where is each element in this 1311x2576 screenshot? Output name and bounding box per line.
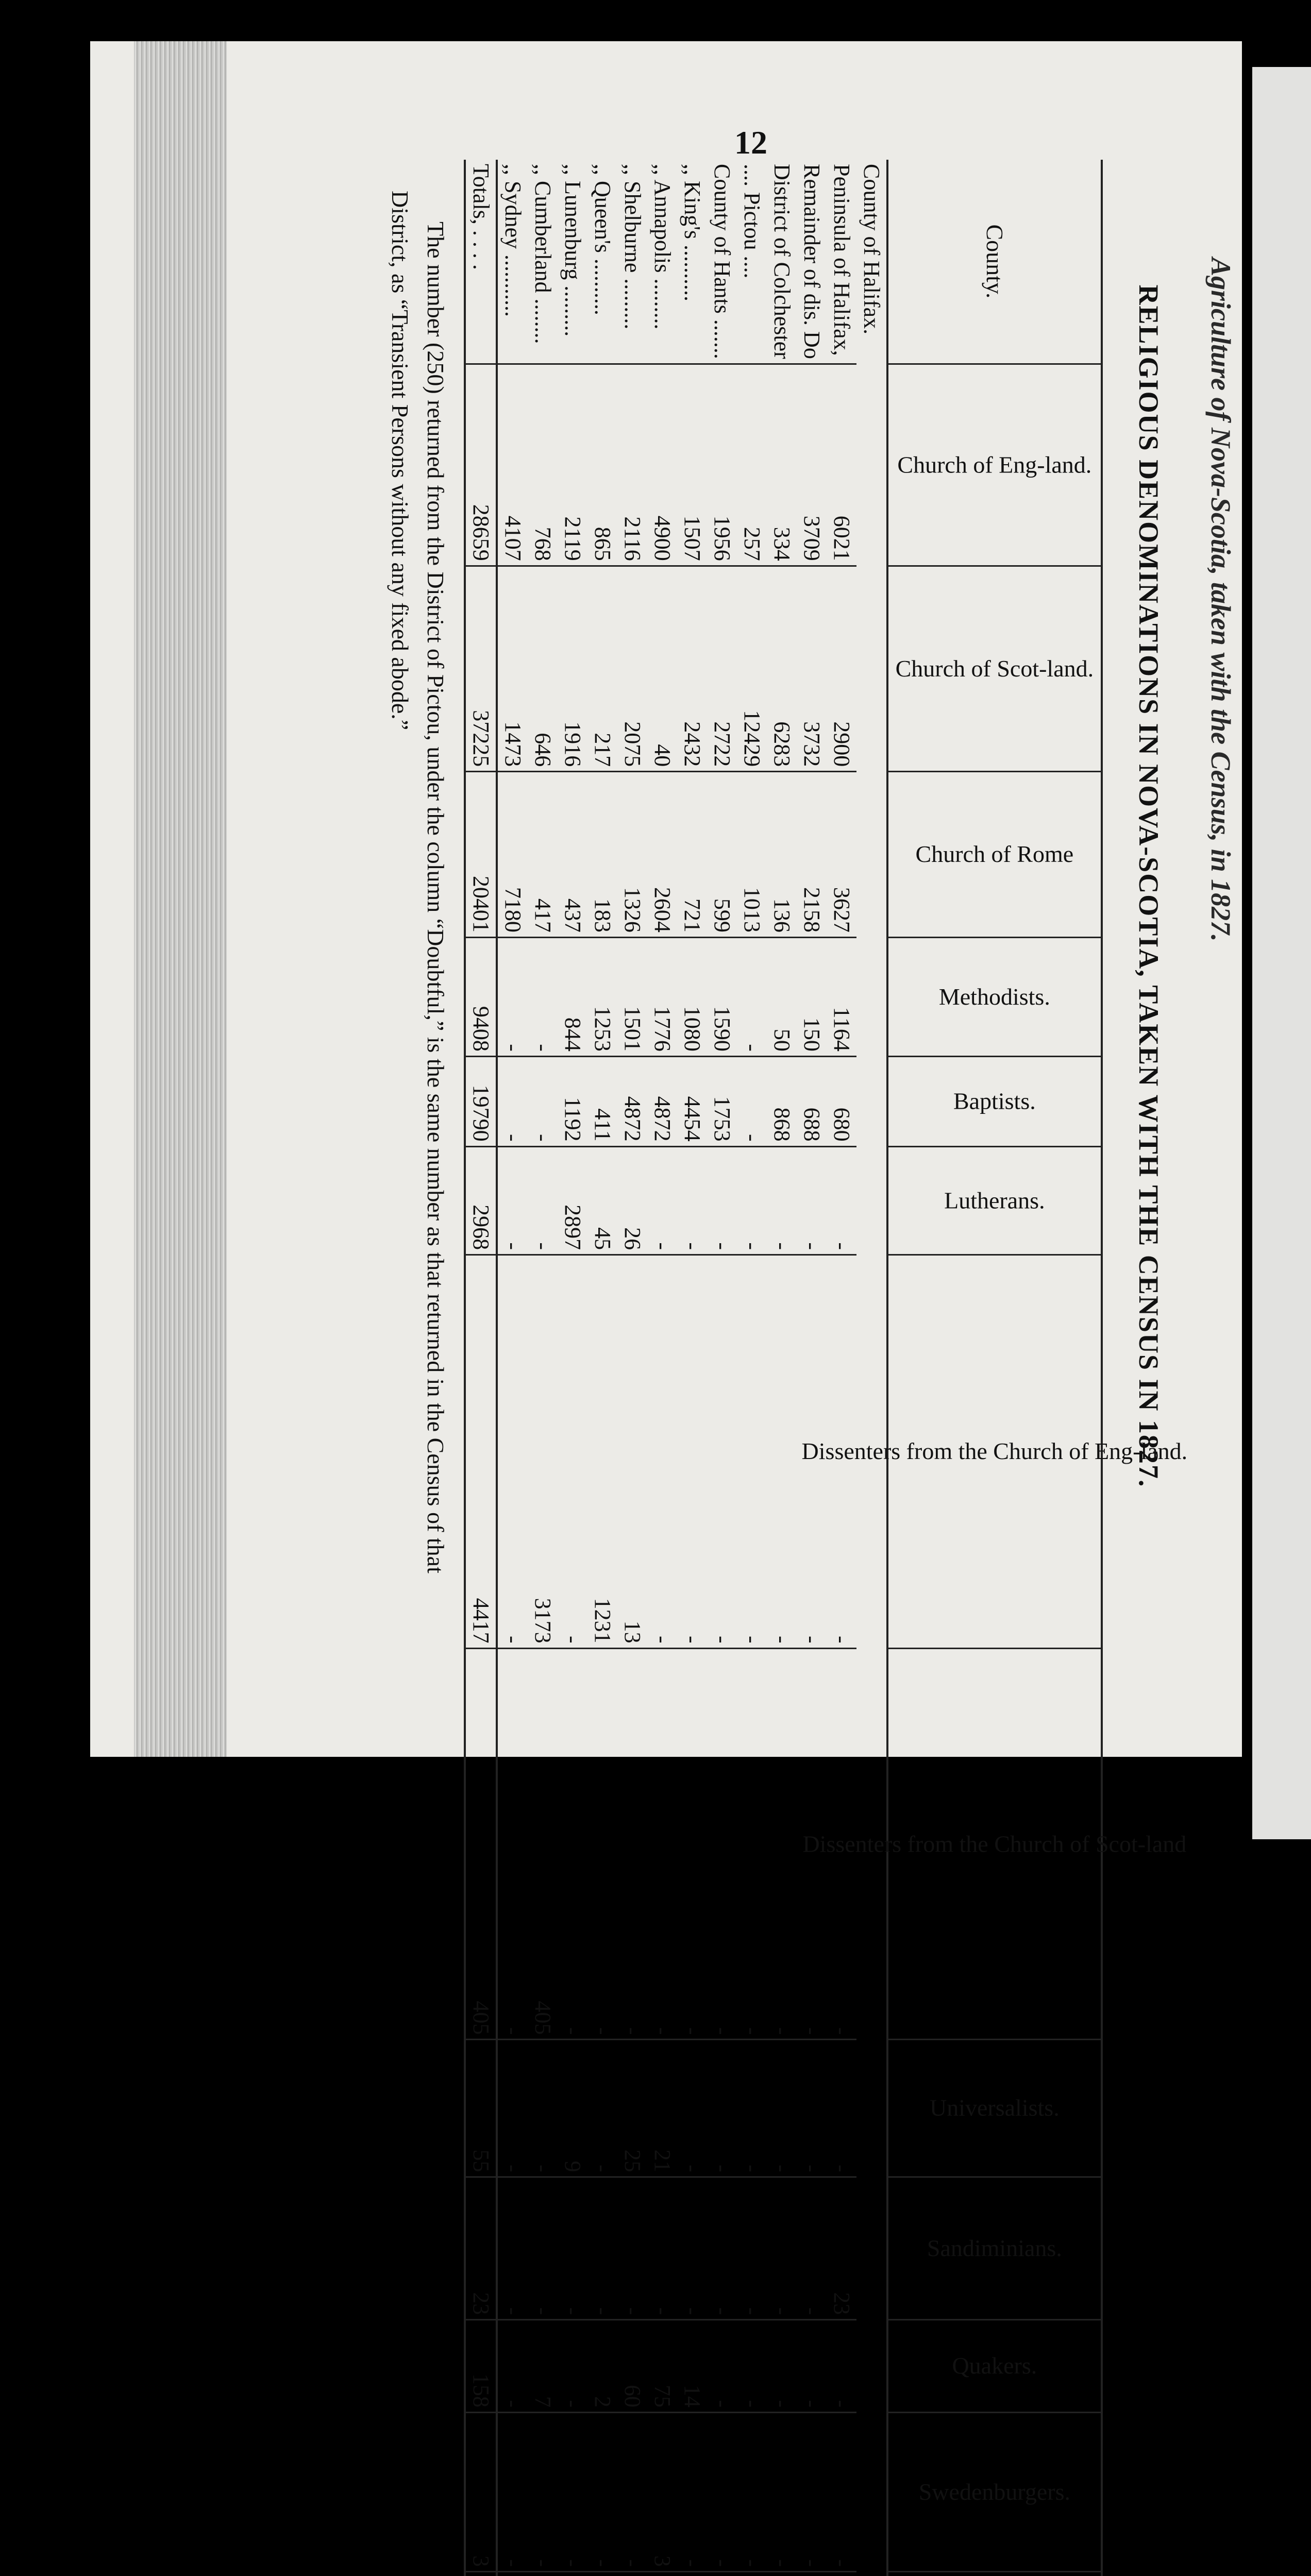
count-cell: 405 xyxy=(528,1648,558,2040)
column-header xyxy=(887,772,1102,938)
group-label: County of Halifax. xyxy=(859,164,885,335)
count-cell: 21 xyxy=(647,2040,677,2177)
count-cell: 1326 xyxy=(617,772,647,938)
column-header xyxy=(887,2177,1102,2320)
total-cell: 2968 xyxy=(465,1146,497,1255)
rotated-table-region xyxy=(330,160,1188,2567)
total-cell: 158 xyxy=(465,2320,497,2413)
count-cell xyxy=(617,2572,647,2576)
footnote-text: The number (250) returned from the District of Pictou, under the column “Doubtful,” is the same number as that returned in the Census of that District, as “Transient Persons without any fixed abode.” xyxy=(387,191,449,1573)
count-cell: 2075 xyxy=(617,566,647,772)
count-cell: 6283 xyxy=(767,566,797,772)
count-cell: 1473 xyxy=(497,566,528,772)
count-cell: - xyxy=(737,2320,767,2413)
count-cell: - xyxy=(797,1255,827,1649)
count-cell: - xyxy=(558,2320,587,2413)
column-header-label: Dissenters from the Church of Scot-land xyxy=(802,1830,1187,1857)
count-cell: - xyxy=(827,2320,856,2413)
count-cell: - xyxy=(767,1146,797,1255)
count-cell: 150 xyxy=(797,937,827,1056)
count-cell: - xyxy=(797,2177,827,2320)
count-cell: - xyxy=(767,2412,797,2571)
count-cell: - xyxy=(797,1648,827,2040)
count-cell: - xyxy=(707,1146,737,1255)
count-cell: 437 xyxy=(558,772,587,938)
facing-page-edge xyxy=(1252,67,1311,1839)
count-cell: - xyxy=(707,2320,737,2413)
county-name-cell: County of Hants ....... xyxy=(710,164,735,359)
count-cell xyxy=(528,2572,558,2576)
county-name-cell: ,, Shelburne ......... xyxy=(620,164,646,330)
count-cell: - xyxy=(797,1146,827,1255)
table-row xyxy=(737,160,767,2576)
count-cell: - xyxy=(587,2040,617,2177)
count-cell xyxy=(587,2572,617,2576)
column-header-label: Church of Eng-land. xyxy=(897,451,1092,478)
count-cell: - xyxy=(737,1648,767,2040)
count-cell: 75 xyxy=(647,2320,677,2413)
count-cell: 40 xyxy=(647,566,677,772)
count-cell: 3173 xyxy=(528,1255,558,1649)
count-cell: 1956 xyxy=(707,364,737,566)
column-header-label: Universalists. xyxy=(930,2095,1060,2122)
count-cell: - xyxy=(797,2412,827,2571)
count-cell: 2900 xyxy=(827,566,856,772)
count-cell: - xyxy=(827,1648,856,2040)
column-header-label: Sandiminians. xyxy=(927,2235,1062,2261)
count-cell: - xyxy=(737,1146,767,1255)
count-cell: 45 xyxy=(587,1146,617,1255)
county-name-cell: Remainder of dis. Do xyxy=(799,164,825,359)
column-header-label: Church of Rome xyxy=(915,841,1074,868)
count-cell: 2 xyxy=(587,2320,617,2413)
page-number: 12 xyxy=(734,124,767,161)
count-cell: - xyxy=(707,2040,737,2177)
count-cell: 50 xyxy=(767,937,797,1056)
count-cell: - xyxy=(497,2177,528,2320)
count-cell: - xyxy=(528,2412,558,2571)
group-row xyxy=(856,160,887,2576)
count-cell: 3 xyxy=(647,2412,677,2571)
count-cell: - xyxy=(497,2040,528,2177)
totals-label: Totals, . . . . xyxy=(468,164,494,270)
count-cell: 1164 xyxy=(827,937,856,1056)
column-header xyxy=(887,2320,1102,2413)
count-cell: - xyxy=(587,2412,617,2571)
count-cell: 1253 xyxy=(587,937,617,1056)
table-row xyxy=(497,160,528,2576)
count-cell: - xyxy=(617,1648,647,2040)
column-header xyxy=(887,2572,1102,2576)
count-cell: - xyxy=(528,1146,558,1255)
count-cell: 217 xyxy=(587,566,617,772)
count-cell xyxy=(797,2572,827,2576)
count-cell: 865 xyxy=(587,364,617,566)
count-cell: - xyxy=(528,2040,558,2177)
count-cell: - xyxy=(677,1255,707,1649)
page-edges xyxy=(134,41,227,1757)
column-header-label: Church of Scot-land. xyxy=(895,655,1094,682)
count-cell: 7 xyxy=(528,2320,558,2413)
count-cell: - xyxy=(827,2040,856,2177)
total-cell: 405 xyxy=(465,1648,497,2040)
column-header-label: Methodists. xyxy=(939,983,1050,1010)
count-cell: 768 xyxy=(528,364,558,566)
count-cell: 12429 xyxy=(737,566,767,772)
total-cell: 20401 xyxy=(465,772,497,938)
count-cell: - xyxy=(707,2412,737,2571)
count-cell: 599 xyxy=(707,772,737,938)
count-cell: 60 xyxy=(617,2320,647,2413)
count-cell: 1507 xyxy=(677,364,707,566)
count-cell: 411 xyxy=(587,1056,617,1146)
county-name-cell: ,, Sydney ........... xyxy=(500,164,526,317)
column-header-label: Baptists. xyxy=(953,1088,1036,1114)
count-cell: 417 xyxy=(528,772,558,938)
count-cell: 136 xyxy=(767,772,797,938)
count-cell: 14 xyxy=(677,2320,707,2413)
count-cell: 23 xyxy=(827,2177,856,2320)
count-cell: - xyxy=(677,2040,707,2177)
count-cell: - xyxy=(497,2320,528,2413)
count-cell: - xyxy=(497,1146,528,1255)
column-header-label: County. xyxy=(982,224,1009,299)
table-row xyxy=(797,160,827,2576)
count-cell: - xyxy=(767,2320,797,2413)
count-cell: 2897 xyxy=(558,1146,587,1255)
count-cell: 9 xyxy=(558,2040,587,2177)
table-footnote xyxy=(382,191,453,1582)
total-cell: 37225 xyxy=(465,566,497,772)
count-cell: - xyxy=(587,2177,617,2320)
count-cell: 3627 xyxy=(827,772,856,938)
count-cell: - xyxy=(497,1056,528,1146)
count-cell: - xyxy=(737,2412,767,2571)
count-cell: 4454 xyxy=(677,1056,707,1146)
count-cell: - xyxy=(677,2412,707,2571)
column-header xyxy=(887,566,1102,772)
count-cell: 1916 xyxy=(558,566,587,772)
county-name-cell: ,, King's .......... xyxy=(680,164,705,302)
count-cell: - xyxy=(797,2040,827,2177)
count-cell: 1753 xyxy=(707,1056,737,1146)
count-cell: - xyxy=(767,2177,797,2320)
count-cell: - xyxy=(647,2177,677,2320)
column-header xyxy=(802,1648,1187,2040)
count-cell xyxy=(767,2572,797,2576)
count-cell: 844 xyxy=(558,937,587,1056)
count-cell: 257 xyxy=(737,364,767,566)
count-cell: 3732 xyxy=(797,566,827,772)
count-cell: 4107 xyxy=(497,364,528,566)
column-header xyxy=(887,364,1102,566)
county-name-cell: Peninsula of Halifax, xyxy=(829,164,855,356)
count-cell: 868 xyxy=(767,1056,797,1146)
count-cell: 1231 xyxy=(587,1255,617,1649)
count-cell: 13 xyxy=(617,1255,647,1649)
county-name-cell: ,, Queen's .......... xyxy=(590,164,616,315)
count-cell: - xyxy=(767,2040,797,2177)
count-cell: 26 xyxy=(617,1146,647,1255)
column-header xyxy=(887,2040,1102,2177)
count-cell: - xyxy=(707,1255,737,1649)
count-cell: - xyxy=(737,937,767,1056)
table-row xyxy=(647,160,677,2576)
table-row xyxy=(558,160,587,2576)
count-cell: - xyxy=(558,1648,587,2040)
count-cell: - xyxy=(558,2412,587,2571)
count-cell: - xyxy=(647,1255,677,1649)
count-cell: 2119 xyxy=(558,364,587,566)
total-cell xyxy=(465,2572,497,2576)
count-cell xyxy=(558,2572,587,2576)
count-cell: - xyxy=(827,1146,856,1255)
column-header xyxy=(887,2412,1102,2571)
count-cell: 4872 xyxy=(617,1056,647,1146)
count-cell: 3709 xyxy=(797,364,827,566)
table-header-row xyxy=(887,160,1102,2576)
count-cell xyxy=(497,2572,528,2576)
count-cell: - xyxy=(497,1648,528,2040)
table-row xyxy=(767,160,797,2576)
column-header xyxy=(887,1056,1102,1146)
count-cell: - xyxy=(558,2177,587,2320)
count-cell: 721 xyxy=(677,772,707,938)
column-header xyxy=(887,937,1102,1056)
count-cell: - xyxy=(737,1255,767,1649)
facing-page-running-head: Agriculture of Nova-Scotia, taken with the Census, in 1827. xyxy=(1205,258,1236,942)
county-name-cell: ,, Cumberland ........ xyxy=(530,164,556,344)
count-cell: 2158 xyxy=(797,772,827,938)
count-cell: 2604 xyxy=(647,772,677,938)
count-cell: - xyxy=(528,937,558,1056)
count-cell: 4872 xyxy=(647,1056,677,1146)
count-cell xyxy=(737,2572,767,2576)
total-cell: 4417 xyxy=(465,1255,497,1649)
column-header-label: Quakers. xyxy=(952,2352,1037,2379)
table-row xyxy=(677,160,707,2576)
count-cell xyxy=(707,2572,737,2576)
totals-row xyxy=(465,160,497,2576)
count-cell xyxy=(647,2572,677,2576)
count-cell: - xyxy=(617,2177,647,2320)
count-cell: - xyxy=(497,1255,528,1649)
count-cell: - xyxy=(647,1146,677,1255)
column-header xyxy=(801,1255,1188,1649)
count-cell: 1013 xyxy=(737,772,767,938)
count-cell: - xyxy=(497,2412,528,2571)
county-name-cell: ,, Annapolis ......... xyxy=(650,164,676,330)
count-cell: - xyxy=(767,1648,797,2040)
count-cell xyxy=(827,2572,856,2576)
table-body xyxy=(465,160,887,2576)
count-cell: - xyxy=(647,1648,677,2040)
count-cell: 2116 xyxy=(617,364,647,566)
count-cell: 1192 xyxy=(558,1056,587,1146)
column-header xyxy=(887,160,1102,364)
table-row xyxy=(587,160,617,2576)
count-cell: - xyxy=(677,1648,707,2040)
total-cell: 19790 xyxy=(465,1056,497,1146)
count-cell: - xyxy=(797,2320,827,2413)
count-cell: - xyxy=(827,2412,856,2571)
column-header-label: Dissenters from the Church of Eng-land. xyxy=(801,1438,1188,1465)
count-cell: - xyxy=(587,1648,617,2040)
count-cell: - xyxy=(737,2040,767,2177)
count-cell: 1590 xyxy=(707,937,737,1056)
count-cell: - xyxy=(497,937,528,1056)
count-cell: - xyxy=(677,2177,707,2320)
count-cell: - xyxy=(528,1056,558,1146)
count-cell xyxy=(677,2572,707,2576)
table-row xyxy=(827,160,856,2576)
column-header-label: Lutherans. xyxy=(944,1187,1045,1214)
table-row xyxy=(707,160,737,2576)
count-cell: - xyxy=(617,2412,647,2571)
count-cell: 6021 xyxy=(827,364,856,566)
count-cell: 7180 xyxy=(497,772,528,938)
count-cell: 1501 xyxy=(617,937,647,1056)
total-cell: 28659 xyxy=(465,364,497,566)
count-cell: 334 xyxy=(767,364,797,566)
count-cell: 2432 xyxy=(677,566,707,772)
column-header xyxy=(887,1146,1102,1255)
table-title: RELIGIOUS DENOMINATIONS IN NOVA-SCOTIA, TAKEN WITH THE CENSUS IN 1827. xyxy=(1133,284,1164,1488)
column-header-label: Swedenburgers. xyxy=(918,2478,1071,2505)
total-cell: 3 xyxy=(465,2412,497,2571)
table-row xyxy=(528,160,558,2576)
count-cell: 25 xyxy=(617,2040,647,2177)
count-cell: - xyxy=(767,1255,797,1649)
total-cell: 55 xyxy=(465,2040,497,2177)
count-cell: 4900 xyxy=(647,364,677,566)
county-name-cell: District of Colchester xyxy=(769,164,795,359)
count-cell: - xyxy=(737,2177,767,2320)
count-cell: - xyxy=(707,1648,737,2040)
count-cell: 688 xyxy=(797,1056,827,1146)
county-name-cell: ,, Lunenburg ......... xyxy=(560,164,586,337)
count-cell: 1080 xyxy=(677,937,707,1056)
count-cell: 680 xyxy=(827,1056,856,1146)
table-row xyxy=(617,160,647,2576)
count-cell: 1776 xyxy=(647,937,677,1056)
count-cell: 646 xyxy=(528,566,558,772)
count-cell: - xyxy=(707,2177,737,2320)
count-cell: - xyxy=(677,1146,707,1255)
count-cell: 183 xyxy=(587,772,617,938)
count-cell: - xyxy=(827,1255,856,1649)
total-cell: 9408 xyxy=(465,937,497,1056)
count-cell: - xyxy=(528,2177,558,2320)
county-name-cell: .... Pictou .... xyxy=(739,164,765,279)
count-cell: - xyxy=(558,1255,587,1649)
total-cell: 23 xyxy=(465,2177,497,2320)
count-cell: 2722 xyxy=(707,566,737,772)
count-cell: - xyxy=(737,1056,767,1146)
